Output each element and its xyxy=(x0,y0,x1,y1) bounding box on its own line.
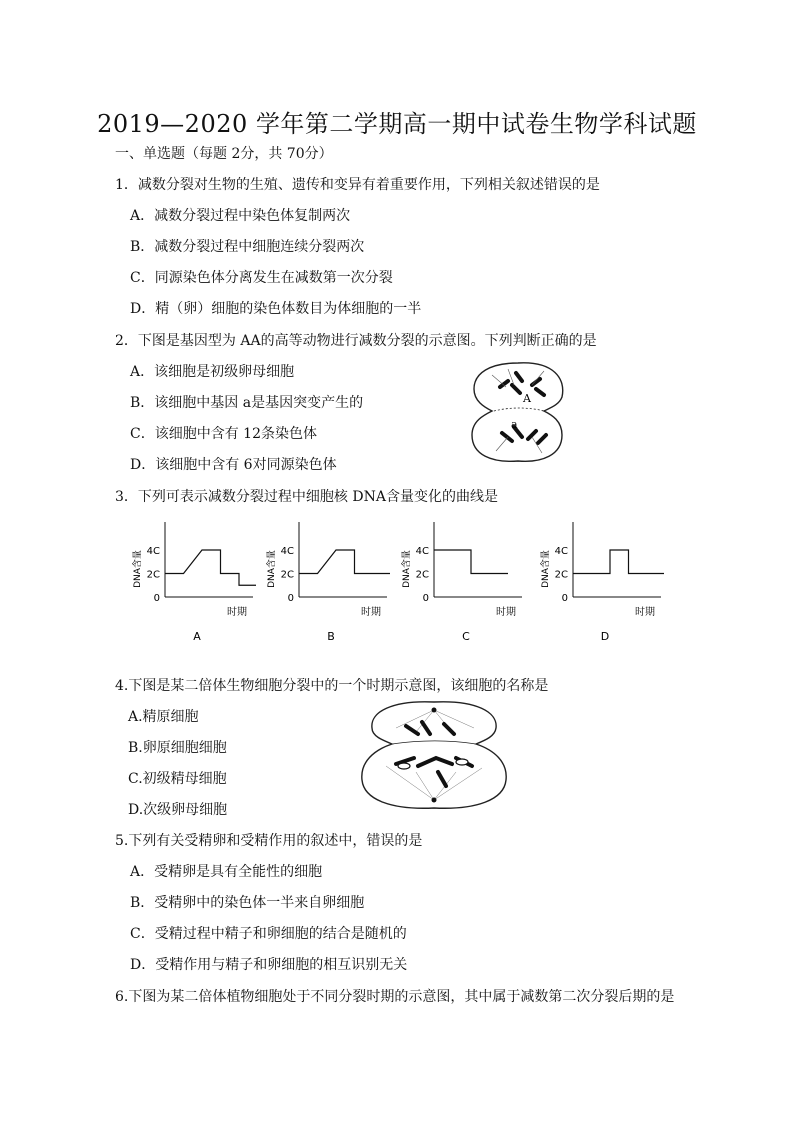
y-axis-label: DNA含量 xyxy=(402,550,412,588)
q5-option-b: B．受精卵中的染色体一半来自卵细胞 xyxy=(130,895,365,911)
y-tick-label: 2C xyxy=(146,569,160,581)
y-tick-label: 2C xyxy=(415,569,429,581)
y-axis-label: DNA含量 xyxy=(133,550,143,588)
x-axis-label: 时期 xyxy=(227,607,247,618)
q2-option-b: B．该细胞中基因 a是基因突变产生的 xyxy=(130,395,364,411)
y-tick-label: 2C xyxy=(554,569,568,581)
y-tick-label: 0 xyxy=(422,593,429,604)
dna-chart-a xyxy=(128,520,256,646)
y-tick-label: 4C xyxy=(554,546,568,557)
q5-option-c: C．受精过程中精子和卵细胞的结合是随机的 xyxy=(130,926,407,942)
q1-option-b: B．减数分裂过程中细胞连续分裂两次 xyxy=(130,239,365,255)
question-3-stem: 3．下列可表示减数分裂过程中细胞核 DNA含量变化的曲线是 xyxy=(115,489,498,505)
gene-label-a-lower: a xyxy=(511,418,518,431)
y-tick-label: 4C xyxy=(146,546,160,557)
q2-cell-diagram xyxy=(462,355,574,467)
question-1-stem: 1．减数分裂对生物的生殖、遗传和变异有着重要作用，下列相关叙述错误的是 xyxy=(115,177,600,193)
q4-option-b: B.卵原细胞细胞 xyxy=(128,740,227,756)
x-axis-label: 时期 xyxy=(496,607,516,618)
dna-content-line xyxy=(434,550,508,574)
question-4-stem: 4.下图是某二倍体生物细胞分裂中的一个时期示意图，该细胞的名称是 xyxy=(115,678,549,694)
y-tick-label: 4C xyxy=(415,546,429,557)
y-tick-label: 0 xyxy=(153,593,160,604)
q5-option-d: D．受精作用与精子和卵细胞的相互识别无关 xyxy=(130,957,408,973)
y-axis-label: DNA含量 xyxy=(267,550,277,588)
q2-option-a: A．该细胞是初级卵母细胞 xyxy=(130,364,295,380)
x-axis-label: 时期 xyxy=(635,607,655,618)
q4-cell-diagram xyxy=(356,696,512,814)
dna-content-line xyxy=(299,550,390,574)
q4-option-d: D.次级卵母细胞 xyxy=(128,802,228,818)
y-axis-label: DNA含量 xyxy=(541,550,551,588)
chart-panel-label: A xyxy=(193,630,201,643)
q4-option-a: A.精原细胞 xyxy=(128,709,199,725)
dna-content-line xyxy=(165,550,256,585)
y-tick-label: 4C xyxy=(280,546,294,557)
question-6-stem: 6.下图为某二倍体植物细胞处于不同分裂时期的示意图，其中属于减数第二次分裂后期的是 xyxy=(115,989,675,1005)
question-5-stem: 5.下列有关受精卵和受精作用的叙述中，错误的是 xyxy=(115,833,423,849)
gene-label-a-upper: A xyxy=(523,392,531,405)
q1-option-a: A．减数分裂过程中染色体复制两次 xyxy=(130,208,351,224)
q1-option-d: D．精（卵）细胞的染色体数目为体细胞的一半 xyxy=(130,301,422,317)
page-title: 2019—2020 学年第二学期高一期中试卷生物学科试题 xyxy=(97,110,697,138)
q2-option-d: D．该细胞中含有 6对同源染色体 xyxy=(130,457,337,473)
section-heading: 一、单选题（每题 2分，共 70分） xyxy=(115,146,333,162)
dna-chart-d xyxy=(536,520,664,646)
q1-option-c: C．同源染色体分离发生在减数第一次分裂 xyxy=(130,270,393,286)
dna-content-line xyxy=(573,550,664,574)
dna-chart-b xyxy=(262,520,390,646)
q2-option-c: C．该细胞中含有 12条染色体 xyxy=(130,426,317,442)
question-2-stem: 2．下图是基因型为 AA的高等动物进行减数分裂的示意图。下列判断正确的是 xyxy=(115,333,597,349)
chart-panel-label: C xyxy=(462,630,470,643)
y-tick-label: 0 xyxy=(561,593,568,604)
x-axis-label: 时期 xyxy=(361,607,381,618)
y-tick-label: 2C xyxy=(280,569,294,581)
q5-option-a: A．受精卵是具有全能性的细胞 xyxy=(130,864,323,880)
chart-panel-label: B xyxy=(327,630,335,643)
y-tick-label: 0 xyxy=(287,593,294,604)
chart-panel-label: D xyxy=(600,630,610,643)
q4-option-c: C.初级精母细胞 xyxy=(128,771,227,787)
dna-chart-c xyxy=(397,520,525,646)
